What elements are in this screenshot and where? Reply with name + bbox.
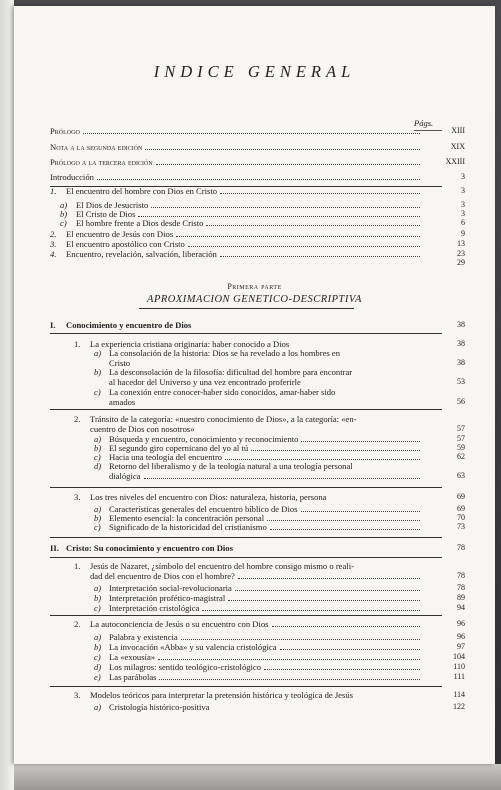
dot-leader [158,652,420,660]
dot-leader [301,504,420,512]
dot-leader [176,229,420,237]
dot-leader [270,522,420,530]
dot-leader [138,209,420,217]
dot-leader [272,619,420,627]
dot-leader [206,218,420,226]
entry-label: Introducción [50,172,94,182]
dot-leader [238,571,420,579]
entry-label: al hacedor del Universo y una vez encontrado proferirle [109,376,301,387]
entry-number: 3. [74,492,81,502]
entry-label: Palabra y existencia [109,632,178,642]
entry-label: La «exousía» [109,652,156,662]
page-number: XIX [450,142,465,151]
entry-number: d) [94,662,102,672]
entry-number: b) [94,367,102,377]
page-number: 62 [457,452,465,461]
dot-leader [97,172,420,180]
entry-label: El segundo giro copernicano del yo al tú [109,443,249,453]
page-shadow [14,764,501,790]
entry-label: amados [109,396,136,407]
entry-label: Significado de la historicidad del cristianismo [109,522,267,532]
entry-number: a) [94,504,102,514]
entry-label: Cristología histórico-positiva [109,702,210,712]
entry-number: d) [94,461,102,471]
page-number: 78 [457,583,465,592]
entry-label: Prólogo [50,126,80,136]
divider [50,409,442,410]
page-number: 73 [457,522,465,531]
entry-label: Elemento esencial: la concentración personal [109,513,265,523]
divider [50,686,442,687]
entry-number: 1. [74,561,81,571]
dot-leader [280,642,420,650]
entry-number: 3. [74,690,81,700]
entry-number: c) [60,218,67,228]
page-number: 3 [461,209,465,218]
entry-label: El Dios de Jesucristo [76,200,149,210]
entry-number: a) [94,583,102,593]
entry-number: II. [50,543,59,553]
page-number: XIII [451,126,465,135]
page-number: 110 [453,662,465,671]
entry-label: Tránsito de la categoría: «nuestro conocimiento de Dios», a la categoría: «en- [90,414,357,424]
page-number: 38 [457,339,465,348]
entry-label: Interpretación profético-magistral [109,593,226,603]
entry-label: Interpretación social-revolucionaria [109,583,232,593]
entry-number: a) [94,702,102,712]
dot-leader [301,434,420,442]
entry-number: 1. [74,339,81,349]
entry-label: El Cristo de Dios [76,209,136,219]
page-number: 94 [457,603,465,612]
book-page [14,6,495,764]
entry-label: La desconsolación de la filosofía: dificultad del hombre para encontrar [109,367,353,377]
page-number: 53 [457,376,465,386]
entry-number: b) [94,642,102,652]
divider [50,333,442,334]
dot-leader [202,603,420,611]
page-number: 78 [457,543,465,552]
entry-label: Nota a la segunda edición [50,142,143,152]
entry-number: 1. [50,186,57,196]
entry-number: a) [94,348,102,358]
page-number: 13 [457,239,465,248]
entry-label: Prólogo a la tercera edición [50,157,153,167]
entry-label: Encuentro, revelación, salvación, liberación [66,249,217,259]
entry-label: Características generales del encuentro bíblico de Dios [109,504,298,514]
entry-label: La invocación «Abba» y su valencia cristológica [109,642,277,652]
dot-leader [188,239,420,247]
entry-label: Búsqueda y encuentro, conocimiento y reconocimiento [109,434,299,444]
entry-label: El hombre frente a Dios desde Cristo [76,218,204,228]
page-number: 69 [457,504,465,513]
entry-label: cuentro de Dios con nosotros» [90,423,195,434]
entry-number: c) [94,452,101,462]
entry-number: c) [94,652,101,662]
dot-leader [83,126,420,134]
dot-leader [267,513,420,521]
entry-number: c) [94,522,101,532]
entry-number: a) [94,434,102,444]
entry-label: dialógica [109,470,141,481]
entry-number: I. [50,320,56,330]
dot-leader [251,443,420,451]
page-number: 89 [457,593,465,602]
page-number: 78 [457,570,465,580]
entry-number: a) [94,632,102,642]
page-number: 23 [457,249,465,258]
entry-number: 3. [50,239,57,249]
entry-number: a) [60,200,68,210]
part-divider [139,308,354,309]
dot-leader [225,452,420,460]
entry-label: Modelos teóricos para interpretar la pretensión histórica y teológica de Jesús [90,690,353,700]
entry-number: e) [94,672,101,682]
divider [50,487,442,488]
part-subtitle: APROXIMACION GENETICO-DESCRIPTIVA [147,294,362,305]
entry-label: Conocimiento y encuentro de Dios [66,320,192,330]
entry-label: La conexión entre conocer-haber sido conocidos, amar-haber sido [109,387,336,397]
entry-label: Cristo: Su conocimiento y encuentro con Dios [66,543,233,553]
entry-number: 2. [50,229,57,239]
page-number: 122 [453,702,465,711]
dot-leader [235,583,420,591]
entry-label: dad del encuentro de Dios con el hombre? [90,570,235,581]
dot-leader [144,471,420,479]
entry-label: La autoconciencia de Jesús o su encuentro con Dios [90,619,269,629]
entry-number: b) [94,593,102,603]
entry-label: Interpretación cristológica [109,603,200,613]
dot-leader [220,249,420,257]
dot-leader [264,662,420,670]
dot-leader [156,157,420,165]
page-number: 38 [457,357,465,367]
entry-label: Jesús de Nazaret, ¿símbolo del encuentro del hombre consigo mismo o reali- [90,561,354,571]
dot-leader [220,186,420,194]
divider [50,557,442,558]
entry-number: 4. [50,249,57,259]
pages-column-header: Págs. [414,118,434,128]
page-number: 70 [457,513,465,522]
dot-leader [228,593,420,601]
entry-number: 2. [74,619,81,629]
part-label: Primera parte [227,282,282,291]
page-number: 63 [457,470,465,480]
page-number: 97 [457,642,465,651]
dot-leader [159,672,420,680]
page-number: 6 [461,218,465,227]
page-number: 29 [457,258,465,267]
divider [50,615,442,616]
divider [50,537,442,538]
page-number: 114 [453,690,465,699]
entry-label: El encuentro de Jesús con Dios [66,229,174,239]
dot-leader [145,142,420,150]
entry-label: Los tres niveles del encuentro con Dios: naturaleza, historia, persona [90,492,327,502]
page-number: 69 [457,492,465,501]
page-number: 38 [457,320,465,329]
entry-label: Cristo [109,357,131,368]
entry-label: Retorno del liberalismo y de la teología natural a una teología personal [109,461,353,471]
entry-label: Hacia una teología del encuentro [109,452,223,462]
previous-page-edge [0,0,14,790]
page-number: 9 [461,229,465,238]
page-number: 59 [457,443,465,452]
entry-number: 2. [74,414,81,424]
page-number: 56 [457,396,465,406]
entry-label: La consolación de la historia: Dios se ha revelado a los hombres en [109,348,341,358]
page-number: 96 [457,619,465,628]
page-number: 111 [453,672,465,681]
entry-label: Los milagros: sentido teológico-cristológico [109,662,262,672]
page-number: 3 [461,186,465,195]
page-number: 3 [461,172,465,181]
entry-label: El encuentro apostólico con Cristo [66,239,185,249]
page-title: INDICE GENERAL [153,62,356,81]
entry-label: La experiencia cristiana originaria: haber conocido a Dios [90,339,290,349]
page-number: 104 [453,652,465,661]
page-number: 57 [457,434,465,443]
entry-number: b) [94,513,102,523]
dot-leader [151,200,420,208]
page-number: 96 [457,632,465,641]
entry-number: c) [94,387,101,397]
entry-number: b) [94,443,102,453]
page-number: 3 [461,200,465,209]
entry-label: El encuentro del hombre con Dios en Cristo [66,186,218,196]
page-number: XXIII [445,157,465,166]
dot-leader [181,632,420,640]
entry-number: b) [60,209,68,219]
entry-label: Las parábolas [109,672,157,682]
entry-number: c) [94,603,101,613]
page-number: 57 [457,423,465,433]
